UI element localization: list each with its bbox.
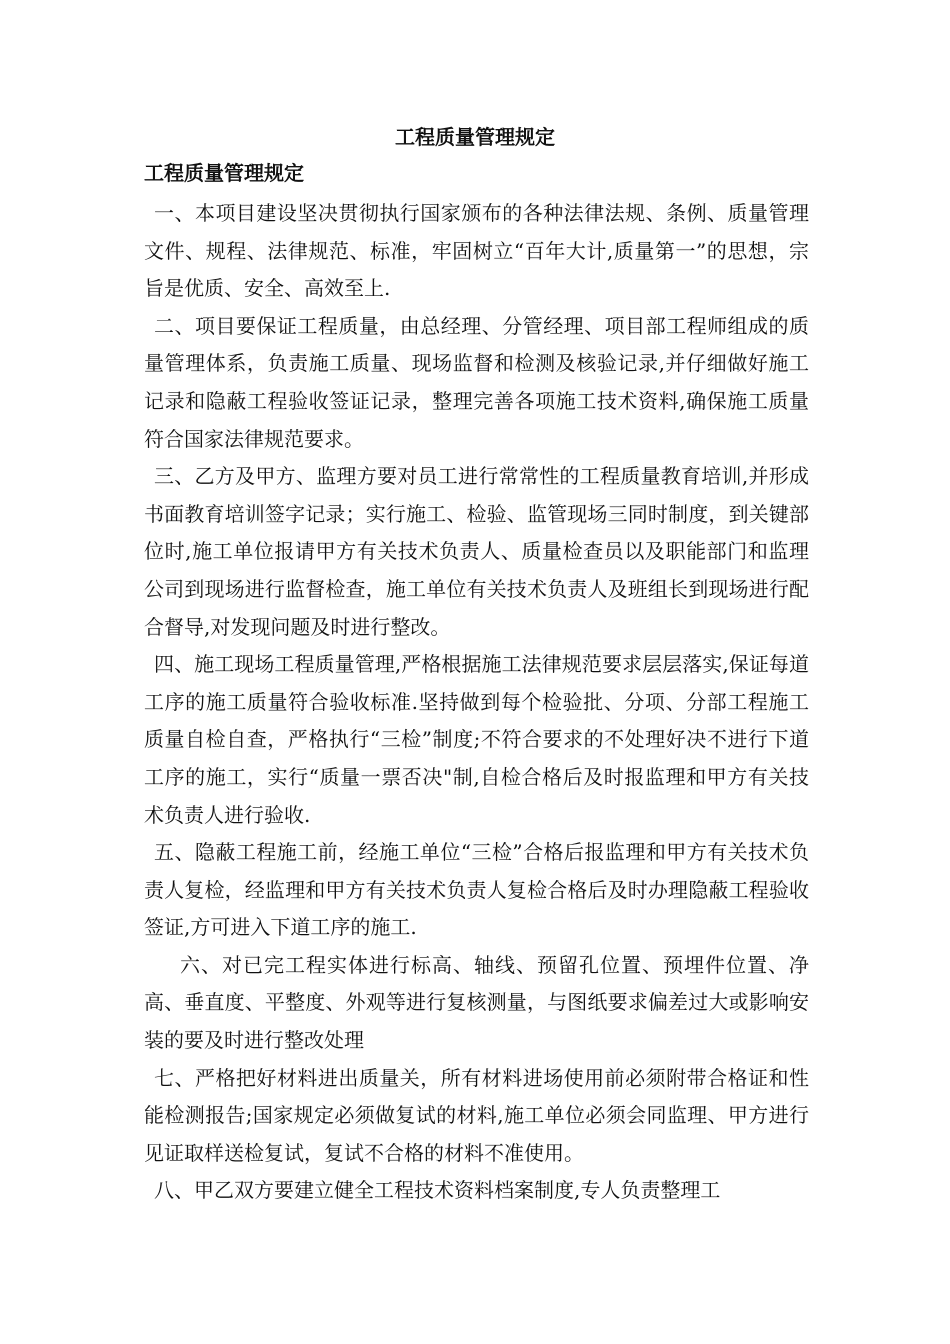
- paragraph-1: 一、本项目建设坚决贯彻执行国家颁布的各种法律法规、条例、质量管理文件、规程、法律规范、标准，牢固树立“百年大计,质量第一”的思想，宗旨是优质、安全、高效至上.: [144, 201, 809, 301]
- document-subtitle: 工程质量管理规定: [144, 161, 304, 185]
- paragraph-6: 六、对已完工程实体进行标高、轴线、预留孔位置、预埋件位置、净高、垂直度、平整度、外观等进行复核测量，与图纸要求偏差过大或影响安装的要及时进行整改处理: [144, 952, 809, 1053]
- document-body: [144, 195, 809, 1210]
- paragraph-7: 七、严格把好材料进出质量关，所有材料进场使用前必须附带合格证和性能检测报告;国家规定必须做复试的材料,施工单位必须会同监理、甲方进行见证取样送检复试，复试不合格的材料不准使用。: [144, 1065, 809, 1165]
- document-title: 工程质量管理规定: [395, 125, 555, 149]
- paragraph-4: 四、施工现场工程质量管理,严格根据施工法律规范要求层层落实,保证每道工序的施工质量符合验收标准.坚持做到每个检验批、分项、分部工程施工质量自检自查，严格执行“三检”制度;不符合要求的不处理好决不进行下道工序的施工，实行“质量一票否决"制,自检合格后及时报监理和甲方有关技术负责人进行验收.: [144, 652, 809, 827]
- paragraph-8: 八、甲乙双方要建立健全工程技术资料档案制度,专人负责整理工: [154, 1178, 721, 1203]
- paragraph-3: 三、乙方及甲方、监理方要对员工进行常常性的工程质量教育培训,并形成书面教育培训签字记录；实行施工、检验、监管现场三同时制度，到关键部位时,施工单位报请甲方有关技术负责人、质量检查员以及职能部门和监理公司到现场进行监督检查，施工单位有关技术负责人及班组长到现场进行配合督导,对发现问题及时进行整改。: [144, 464, 809, 639]
- paragraph-5: 五、隐蔽工程施工前，经施工单位“三检”合格后报监理和甲方有关技术负责人复检，经监理和甲方有关技术负责人复检合格后及时办理隐蔽工程验收签证,方可进入下道工序的施工.: [144, 840, 809, 940]
- paragraph-2: 二、项目要保证工程质量，由总经理、分管经理、项目部工程师组成的质量管理体系，负责施工质量、现场监督和检测及核验记录,并仔细做好施工记录和隐蔽工程验收签证记录，整理完善各项施工技术资料,确保施工质量符合国家法律规范要求。: [144, 313, 809, 451]
